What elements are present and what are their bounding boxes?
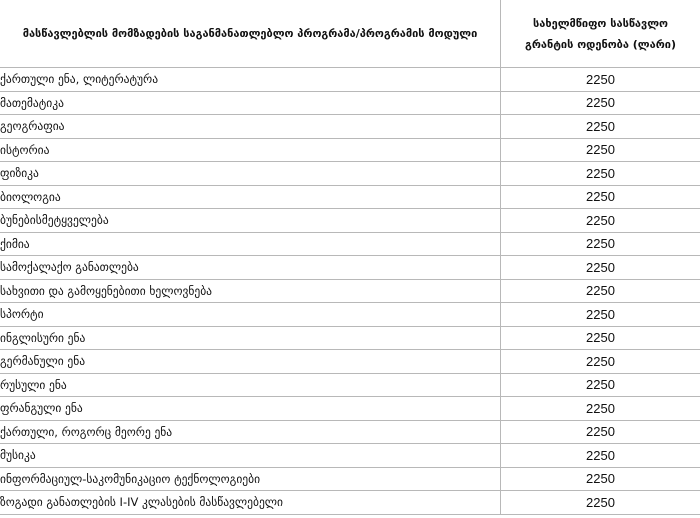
program-cell: ქართული, როგორც მეორე ენა bbox=[0, 420, 501, 444]
amount-cell: 2250 bbox=[501, 326, 700, 350]
table-row bbox=[0, 138, 700, 162]
program-cell: სპორტი bbox=[0, 303, 501, 327]
table-row bbox=[0, 256, 700, 280]
table-row bbox=[0, 209, 700, 233]
amount-cell: 2250 bbox=[501, 350, 700, 374]
grant-column-header: სახელმწიფო სასწავლო გრანტის ოდენობა (ლარი) bbox=[501, 0, 700, 68]
table-row bbox=[0, 444, 700, 468]
table-row bbox=[0, 185, 700, 209]
program-cell: ბიოლოგია bbox=[0, 185, 501, 209]
table-row bbox=[0, 397, 700, 421]
program-cell: ინგლისური ენა bbox=[0, 326, 501, 350]
program-column-header: მასწავლებლის მომზადების საგანმანათლებლო პროგრამა/პროგრამის მოდული bbox=[0, 0, 501, 68]
amount-cell: 2250 bbox=[501, 279, 700, 303]
amount-cell: 2250 bbox=[501, 444, 700, 468]
program-cell: ფრანგული ენა bbox=[0, 397, 501, 421]
program-cell: მათემატიკა bbox=[0, 91, 501, 115]
amount-cell: 2250 bbox=[501, 232, 700, 256]
amount-cell: 2250 bbox=[501, 138, 700, 162]
program-cell: გერმანული ენა bbox=[0, 350, 501, 374]
table-row bbox=[0, 350, 700, 374]
amount-cell: 2250 bbox=[501, 162, 700, 186]
table-row bbox=[0, 279, 700, 303]
table-header-row bbox=[0, 0, 700, 68]
program-cell: ზოგადი განათლების I-IV კლასების მასწავლებელი bbox=[0, 491, 501, 515]
table-row bbox=[0, 326, 700, 350]
program-cell: ქიმია bbox=[0, 232, 501, 256]
program-cell: ქართული ენა, ლიტერატურა bbox=[0, 68, 501, 92]
table-row bbox=[0, 467, 700, 491]
table-row bbox=[0, 68, 700, 92]
amount-cell: 2250 bbox=[501, 467, 700, 491]
table-row bbox=[0, 91, 700, 115]
amount-cell: 2250 bbox=[501, 420, 700, 444]
amount-cell: 2250 bbox=[501, 303, 700, 327]
program-cell: რუსული ენა bbox=[0, 373, 501, 397]
amount-cell: 2250 bbox=[501, 256, 700, 280]
program-cell: მუსიკა bbox=[0, 444, 501, 468]
amount-cell: 2250 bbox=[501, 373, 700, 397]
program-cell: სამოქალაქო განათლება bbox=[0, 256, 501, 280]
amount-cell: 2250 bbox=[501, 115, 700, 139]
program-cell: ფიზიკა bbox=[0, 162, 501, 186]
program-cell: ინფორმაციულ-საკომუნიკაციო ტექნოლოგიები bbox=[0, 467, 501, 491]
table-row bbox=[0, 373, 700, 397]
table-row bbox=[0, 303, 700, 327]
table-row bbox=[0, 420, 700, 444]
amount-cell: 2250 bbox=[501, 91, 700, 115]
table-row bbox=[0, 162, 700, 186]
table-row bbox=[0, 115, 700, 139]
amount-cell: 2250 bbox=[501, 491, 700, 515]
program-cell: სახვითი და გამოყენებითი ხელოვნება bbox=[0, 279, 501, 303]
program-cell: გეოგრაფია bbox=[0, 115, 501, 139]
table-row bbox=[0, 491, 700, 515]
amount-cell: 2250 bbox=[501, 68, 700, 92]
amount-cell: 2250 bbox=[501, 209, 700, 233]
program-cell: ისტორია bbox=[0, 138, 501, 162]
program-cell: ბუნებისმეტყველება bbox=[0, 209, 501, 233]
amount-cell: 2250 bbox=[501, 185, 700, 209]
table-row bbox=[0, 232, 700, 256]
amount-cell: 2250 bbox=[501, 397, 700, 421]
